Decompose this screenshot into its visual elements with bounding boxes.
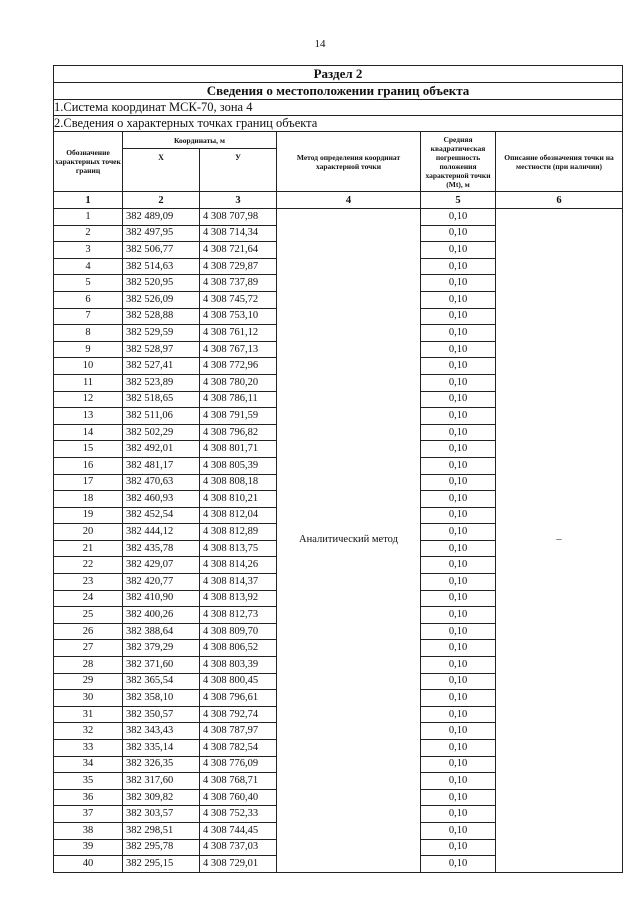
error-value: 0,10 [421, 524, 496, 541]
point-number: 6 [54, 291, 123, 308]
coord-y: 4 308 814,37 [200, 574, 277, 591]
error-value: 0,10 [421, 590, 496, 607]
coord-x: 382 470,63 [123, 474, 200, 491]
point-number: 38 [54, 822, 123, 839]
column-number: 6 [496, 192, 623, 209]
point-number: 29 [54, 673, 123, 690]
coord-x: 382 295,78 [123, 839, 200, 856]
error-value: 0,10 [421, 657, 496, 674]
error-value: 0,10 [421, 806, 496, 823]
coord-x: 382 460,93 [123, 491, 200, 508]
point-number: 8 [54, 325, 123, 342]
boundary-points-table [53, 65, 623, 873]
coord-x: 382 527,41 [123, 358, 200, 375]
point-number: 37 [54, 806, 123, 823]
column-numbers-row [54, 192, 623, 209]
error-value: 0,10 [421, 640, 496, 657]
coord-y: 4 308 805,39 [200, 457, 277, 474]
error-value: 0,10 [421, 839, 496, 856]
coord-y: 4 308 782,54 [200, 740, 277, 757]
point-number: 14 [54, 424, 123, 441]
point-number: 21 [54, 540, 123, 557]
coord-y: 4 308 753,10 [200, 308, 277, 325]
section-title-row [54, 66, 623, 83]
error-value: 0,10 [421, 822, 496, 839]
error-value: 0,10 [421, 424, 496, 441]
coord-x: 382 529,59 [123, 325, 200, 342]
coord-x: 382 518,65 [123, 391, 200, 408]
coord-x: 382 343,43 [123, 723, 200, 740]
error-value: 0,10 [421, 491, 496, 508]
header-y: У [200, 149, 277, 192]
error-value: 0,10 [421, 557, 496, 574]
error-value: 0,10 [421, 756, 496, 773]
error-value: 0,10 [421, 540, 496, 557]
point-number: 28 [54, 657, 123, 674]
coord-x: 382 309,82 [123, 789, 200, 806]
point-number: 23 [54, 574, 123, 591]
point-number: 7 [54, 308, 123, 325]
coord-x: 382 317,60 [123, 773, 200, 790]
coord-y: 4 308 806,52 [200, 640, 277, 657]
point-number: 19 [54, 507, 123, 524]
coord-y: 4 308 792,74 [200, 706, 277, 723]
coord-y: 4 308 780,20 [200, 374, 277, 391]
error-value: 0,10 [421, 706, 496, 723]
point-number: 36 [54, 789, 123, 806]
point-number: 25 [54, 607, 123, 624]
coord-x: 382 350,57 [123, 706, 200, 723]
coord-x: 382 514,63 [123, 258, 200, 275]
point-number: 12 [54, 391, 123, 408]
points-heading: 2.Сведения о характерных точках границ объекта [54, 116, 623, 132]
coord-y: 4 308 760,40 [200, 789, 277, 806]
point-number: 26 [54, 623, 123, 640]
coord-x: 382 528,97 [123, 341, 200, 358]
point-number: 33 [54, 740, 123, 757]
error-value: 0,10 [421, 242, 496, 259]
coord-x: 382 481,17 [123, 457, 200, 474]
coord-x: 382 435,78 [123, 540, 200, 557]
description-cell: – [496, 209, 623, 873]
header-point-label: Обозначение характерных точек границ [54, 132, 123, 192]
coord-x: 382 326,35 [123, 756, 200, 773]
coord-y: 4 308 714,34 [200, 225, 277, 242]
coord-x: 382 365,54 [123, 673, 200, 690]
coord-x: 382 410,90 [123, 590, 200, 607]
coord-y: 4 308 796,61 [200, 690, 277, 707]
coord-y: 4 308 796,82 [200, 424, 277, 441]
point-number: 18 [54, 491, 123, 508]
coord-y: 4 308 813,92 [200, 590, 277, 607]
coord-x: 382 420,77 [123, 574, 200, 591]
error-value: 0,10 [421, 789, 496, 806]
coord-y: 4 308 744,45 [200, 822, 277, 839]
coord-x: 382 303,57 [123, 806, 200, 823]
coord-y: 4 308 809,70 [200, 623, 277, 640]
points-heading-row [54, 116, 623, 132]
point-number: 27 [54, 640, 123, 657]
point-number: 13 [54, 408, 123, 425]
point-number: 30 [54, 690, 123, 707]
method-cell: Аналитический метод [277, 209, 421, 873]
coord-y: 4 308 810,21 [200, 491, 277, 508]
coord-y: 4 308 767,13 [200, 341, 277, 358]
coord-y: 4 308 761,12 [200, 325, 277, 342]
error-value: 0,10 [421, 441, 496, 458]
error-value: 0,10 [421, 341, 496, 358]
coord-x: 382 528,88 [123, 308, 200, 325]
coord-x: 382 492,01 [123, 441, 200, 458]
header-x: Х [123, 149, 200, 192]
coord-x: 382 295,15 [123, 856, 200, 873]
coord-x: 382 358,10 [123, 690, 200, 707]
coord-y: 4 308 737,03 [200, 839, 277, 856]
error-value: 0,10 [421, 258, 496, 275]
column-number: 1 [54, 192, 123, 209]
coord-x: 382 497,95 [123, 225, 200, 242]
error-value: 0,10 [421, 740, 496, 757]
coord-y: 4 308 800,45 [200, 673, 277, 690]
error-value: 0,10 [421, 325, 496, 342]
coord-x: 382 388,64 [123, 623, 200, 640]
error-value: 0,10 [421, 291, 496, 308]
error-value: 0,10 [421, 856, 496, 873]
coord-y: 4 308 791,59 [200, 408, 277, 425]
section-subtitle: Сведения о местоположении границ объекта [54, 83, 623, 100]
page-number: 14 [314, 38, 326, 50]
header-method: Метод определения координат характерной точки [277, 132, 421, 192]
coord-y: 4 308 729,87 [200, 258, 277, 275]
header-description: Описание обозначения точки на местности (при наличии) [496, 132, 623, 192]
coord-x: 382 506,77 [123, 242, 200, 259]
coord-x: 382 526,09 [123, 291, 200, 308]
coord-y: 4 308 812,73 [200, 607, 277, 624]
coord-x: 382 489,09 [123, 209, 200, 226]
point-number: 20 [54, 524, 123, 541]
table-row [54, 209, 623, 226]
error-value: 0,10 [421, 773, 496, 790]
coord-y: 4 308 814,26 [200, 557, 277, 574]
coord-y: 4 308 721,64 [200, 242, 277, 259]
header-error: Средняя квадратическая погрешность положения характерной точки (Mt), м [421, 132, 496, 192]
column-number: 4 [277, 192, 421, 209]
coord-x: 382 523,89 [123, 374, 200, 391]
coord-y: 4 308 786,11 [200, 391, 277, 408]
column-number: 2 [123, 192, 200, 209]
point-number: 22 [54, 557, 123, 574]
error-value: 0,10 [421, 690, 496, 707]
error-value: 0,10 [421, 673, 496, 690]
coord-y: 4 308 737,89 [200, 275, 277, 292]
point-number: 32 [54, 723, 123, 740]
coord-y: 4 308 745,72 [200, 291, 277, 308]
header-coords: Координаты, м [123, 132, 277, 149]
coord-x: 382 400,26 [123, 607, 200, 624]
point-number: 17 [54, 474, 123, 491]
coord-x: 382 452,54 [123, 507, 200, 524]
coord-x: 382 429,07 [123, 557, 200, 574]
header-row [54, 132, 623, 149]
error-value: 0,10 [421, 391, 496, 408]
coord-system-row [54, 100, 623, 116]
error-value: 0,10 [421, 408, 496, 425]
coord-y: 4 308 808,18 [200, 474, 277, 491]
error-value: 0,10 [421, 607, 496, 624]
point-number: 40 [54, 856, 123, 873]
coord-x: 382 502,29 [123, 424, 200, 441]
error-value: 0,10 [421, 275, 496, 292]
section-title: Раздел 2 [54, 66, 623, 83]
point-number: 3 [54, 242, 123, 259]
point-number: 1 [54, 209, 123, 226]
coord-x: 382 520,95 [123, 275, 200, 292]
coord-y: 4 308 803,39 [200, 657, 277, 674]
coord-y: 4 308 772,96 [200, 358, 277, 375]
section-subtitle-row [54, 83, 623, 100]
error-value: 0,10 [421, 623, 496, 640]
point-number: 39 [54, 839, 123, 856]
point-number: 24 [54, 590, 123, 607]
error-value: 0,10 [421, 358, 496, 375]
point-number: 4 [54, 258, 123, 275]
point-number: 15 [54, 441, 123, 458]
point-number: 10 [54, 358, 123, 375]
error-value: 0,10 [421, 308, 496, 325]
point-number: 9 [54, 341, 123, 358]
point-number: 11 [54, 374, 123, 391]
coord-y: 4 308 776,09 [200, 756, 277, 773]
point-number: 5 [54, 275, 123, 292]
coord-x: 382 444,12 [123, 524, 200, 541]
coord-y: 4 308 729,01 [200, 856, 277, 873]
point-number: 34 [54, 756, 123, 773]
coord-y: 4 308 813,75 [200, 540, 277, 557]
point-number: 2 [54, 225, 123, 242]
coord-y: 4 308 801,71 [200, 441, 277, 458]
error-value: 0,10 [421, 374, 496, 391]
point-number: 35 [54, 773, 123, 790]
error-value: 0,10 [421, 723, 496, 740]
error-value: 0,10 [421, 474, 496, 491]
coord-y: 4 308 768,71 [200, 773, 277, 790]
coord-x: 382 511,06 [123, 408, 200, 425]
column-number: 3 [200, 192, 277, 209]
coord-x: 382 298,51 [123, 822, 200, 839]
error-value: 0,10 [421, 225, 496, 242]
error-value: 0,10 [421, 507, 496, 524]
coord-y: 4 308 812,89 [200, 524, 277, 541]
coord-y: 4 308 812,04 [200, 507, 277, 524]
column-number: 5 [421, 192, 496, 209]
error-value: 0,10 [421, 457, 496, 474]
error-value: 0,10 [421, 209, 496, 226]
coord-y: 4 308 707,98 [200, 209, 277, 226]
coord-y: 4 308 787,97 [200, 723, 277, 740]
coord-x: 382 335,14 [123, 740, 200, 757]
coord-y: 4 308 752,33 [200, 806, 277, 823]
point-number: 16 [54, 457, 123, 474]
error-value: 0,10 [421, 574, 496, 591]
coord-system: 1.Система координат МСК-70, зона 4 [54, 100, 623, 116]
coord-x: 382 371,60 [123, 657, 200, 674]
coord-x: 382 379,29 [123, 640, 200, 657]
point-number: 31 [54, 706, 123, 723]
